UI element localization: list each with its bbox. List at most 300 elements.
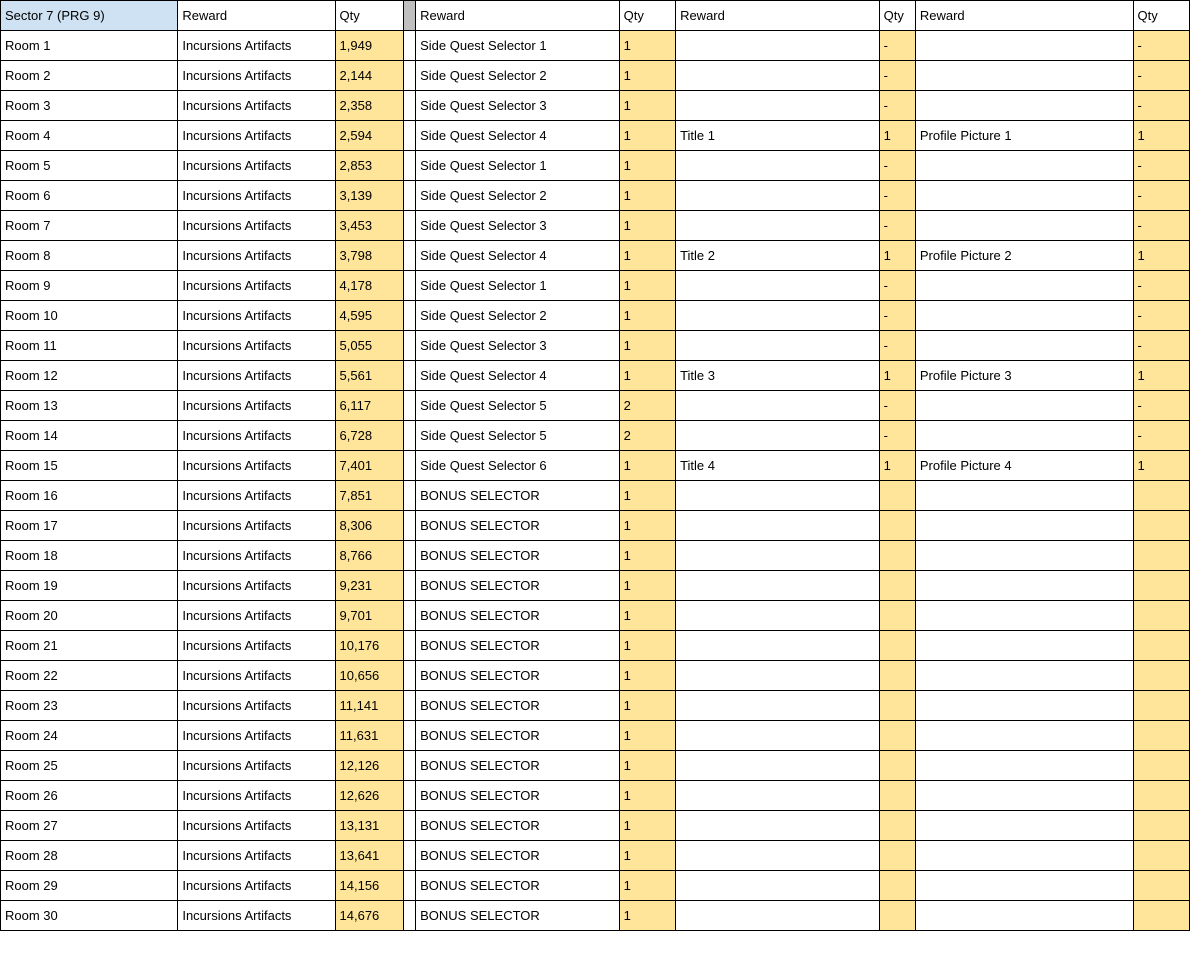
cell-reward-4 [915, 631, 1133, 661]
cell-qty-3: - [879, 211, 915, 241]
cell-reward-3 [676, 271, 880, 301]
cell-room: Room 21 [1, 631, 178, 661]
table-row [1, 901, 1190, 931]
cell-room: Room 9 [1, 271, 178, 301]
table-row [1, 421, 1190, 451]
cell-reward-1: Incursions Artifacts [178, 421, 335, 451]
cell-reward-4 [915, 721, 1133, 751]
column-divider [404, 871, 416, 901]
cell-qty-2: 1 [619, 631, 675, 661]
cell-reward-1: Incursions Artifacts [178, 781, 335, 811]
cell-room: Room 6 [1, 181, 178, 211]
table-row [1, 721, 1190, 751]
cell-reward-4: Profile Picture 3 [915, 361, 1133, 391]
cell-qty-2: 1 [619, 61, 675, 91]
cell-room: Room 13 [1, 391, 178, 421]
cell-reward-1: Incursions Artifacts [178, 331, 335, 361]
cell-qty-2: 1 [619, 721, 675, 751]
cell-qty-4: 1 [1133, 451, 1190, 481]
column-divider [404, 271, 416, 301]
cell-qty-4 [1133, 841, 1190, 871]
cell-reward-1: Incursions Artifacts [178, 751, 335, 781]
cell-reward-4 [915, 781, 1133, 811]
cell-reward-4 [915, 691, 1133, 721]
cell-reward-3: Title 4 [676, 451, 880, 481]
cell-qty-1: 6,117 [335, 391, 404, 421]
cell-reward-1: Incursions Artifacts [178, 541, 335, 571]
cell-qty-3: - [879, 301, 915, 331]
table-row [1, 781, 1190, 811]
cell-qty-3 [879, 541, 915, 571]
cell-qty-3: - [879, 271, 915, 301]
cell-qty-1: 9,701 [335, 601, 404, 631]
table-row [1, 241, 1190, 271]
cell-reward-2: BONUS SELECTOR [416, 481, 620, 511]
cell-reward-4 [915, 181, 1133, 211]
column-divider [404, 781, 416, 811]
cell-reward-1: Incursions Artifacts [178, 451, 335, 481]
cell-reward-2: Side Quest Selector 6 [416, 451, 620, 481]
cell-qty-4: 1 [1133, 361, 1190, 391]
cell-reward-2: Side Quest Selector 4 [416, 361, 620, 391]
cell-qty-1: 4,178 [335, 271, 404, 301]
cell-qty-3: - [879, 421, 915, 451]
cell-qty-3 [879, 601, 915, 631]
cell-qty-2: 1 [619, 481, 675, 511]
cell-qty-2: 1 [619, 91, 675, 121]
cell-qty-1: 7,851 [335, 481, 404, 511]
cell-qty-3: - [879, 61, 915, 91]
cell-reward-1: Incursions Artifacts [178, 721, 335, 751]
cell-qty-1: 10,656 [335, 661, 404, 691]
cell-qty-4 [1133, 631, 1190, 661]
cell-qty-2: 2 [619, 391, 675, 421]
cell-reward-1: Incursions Artifacts [178, 391, 335, 421]
cell-reward-1: Incursions Artifacts [178, 271, 335, 301]
cell-qty-1: 14,156 [335, 871, 404, 901]
cell-qty-1: 5,561 [335, 361, 404, 391]
table-row [1, 391, 1190, 421]
table-row [1, 181, 1190, 211]
cell-qty-3: - [879, 91, 915, 121]
cell-qty-2: 1 [619, 181, 675, 211]
cell-qty-1: 8,306 [335, 511, 404, 541]
cell-room: Room 30 [1, 901, 178, 931]
header-reward-1: Reward [178, 1, 335, 31]
cell-room: Room 10 [1, 301, 178, 331]
cell-qty-3 [879, 901, 915, 931]
cell-qty-2: 1 [619, 901, 675, 931]
cell-qty-1: 10,176 [335, 631, 404, 661]
cell-qty-2: 1 [619, 841, 675, 871]
column-divider [404, 361, 416, 391]
cell-reward-1: Incursions Artifacts [178, 511, 335, 541]
table-row [1, 751, 1190, 781]
cell-reward-2: Side Quest Selector 1 [416, 31, 620, 61]
cell-reward-2: BONUS SELECTOR [416, 901, 620, 931]
cell-reward-2: BONUS SELECTOR [416, 601, 620, 631]
cell-reward-1: Incursions Artifacts [178, 91, 335, 121]
cell-room: Room 5 [1, 151, 178, 181]
cell-reward-1: Incursions Artifacts [178, 181, 335, 211]
cell-qty-1: 5,055 [335, 331, 404, 361]
cell-qty-1: 4,595 [335, 301, 404, 331]
cell-qty-4 [1133, 901, 1190, 931]
column-divider [404, 301, 416, 331]
cell-qty-3: 1 [879, 451, 915, 481]
cell-qty-3: 1 [879, 121, 915, 151]
cell-room: Room 17 [1, 511, 178, 541]
cell-reward-2: Side Quest Selector 4 [416, 121, 620, 151]
cell-qty-4: - [1133, 301, 1190, 331]
cell-room: Room 24 [1, 721, 178, 751]
cell-room: Room 26 [1, 781, 178, 811]
cell-reward-4 [915, 421, 1133, 451]
cell-room: Room 8 [1, 241, 178, 271]
cell-reward-2: BONUS SELECTOR [416, 721, 620, 751]
cell-room: Room 7 [1, 211, 178, 241]
cell-reward-4 [915, 811, 1133, 841]
cell-reward-3: Title 2 [676, 241, 880, 271]
column-divider [404, 151, 416, 181]
cell-reward-2: BONUS SELECTOR [416, 661, 620, 691]
column-divider [404, 421, 416, 451]
cell-qty-2: 1 [619, 871, 675, 901]
cell-reward-2: Side Quest Selector 2 [416, 301, 620, 331]
cell-qty-2: 1 [619, 331, 675, 361]
column-divider [404, 211, 416, 241]
table-row [1, 511, 1190, 541]
cell-qty-3 [879, 781, 915, 811]
cell-room: Room 18 [1, 541, 178, 571]
cell-reward-3 [676, 511, 880, 541]
cell-qty-4: - [1133, 151, 1190, 181]
cell-qty-4 [1133, 661, 1190, 691]
cell-room: Room 27 [1, 811, 178, 841]
column-divider [404, 1, 416, 31]
column-divider [404, 541, 416, 571]
table-row [1, 541, 1190, 571]
cell-qty-1: 13,131 [335, 811, 404, 841]
column-divider [404, 811, 416, 841]
cell-qty-4: - [1133, 271, 1190, 301]
cell-reward-4 [915, 661, 1133, 691]
cell-qty-2: 1 [619, 511, 675, 541]
header-reward-4: Reward [915, 1, 1133, 31]
column-divider [404, 511, 416, 541]
column-divider [404, 451, 416, 481]
cell-qty-4: - [1133, 61, 1190, 91]
table-row [1, 811, 1190, 841]
cell-reward-1: Incursions Artifacts [178, 811, 335, 841]
cell-qty-3 [879, 841, 915, 871]
table-row [1, 571, 1190, 601]
cell-reward-2: BONUS SELECTOR [416, 871, 620, 901]
cell-qty-2: 1 [619, 31, 675, 61]
table-row [1, 661, 1190, 691]
cell-reward-1: Incursions Artifacts [178, 661, 335, 691]
cell-reward-1: Incursions Artifacts [178, 121, 335, 151]
cell-reward-3 [676, 631, 880, 661]
column-divider [404, 181, 416, 211]
column-divider [404, 241, 416, 271]
cell-reward-3 [676, 151, 880, 181]
cell-qty-3: - [879, 151, 915, 181]
cell-qty-2: 1 [619, 571, 675, 601]
cell-qty-1: 2,358 [335, 91, 404, 121]
cell-reward-3 [676, 61, 880, 91]
table-row [1, 841, 1190, 871]
cell-reward-2: Side Quest Selector 1 [416, 151, 620, 181]
cell-qty-4: - [1133, 391, 1190, 421]
cell-reward-4 [915, 751, 1133, 781]
cell-reward-3 [676, 181, 880, 211]
table-row [1, 331, 1190, 361]
cell-qty-2: 2 [619, 421, 675, 451]
column-divider [404, 841, 416, 871]
cell-reward-4: Profile Picture 1 [915, 121, 1133, 151]
cell-qty-4: 1 [1133, 121, 1190, 151]
cell-reward-2: Side Quest Selector 3 [416, 331, 620, 361]
cell-qty-1: 11,141 [335, 691, 404, 721]
table-row [1, 691, 1190, 721]
cell-reward-1: Incursions Artifacts [178, 631, 335, 661]
table-row [1, 601, 1190, 631]
cell-qty-1: 9,231 [335, 571, 404, 601]
cell-reward-1: Incursions Artifacts [178, 571, 335, 601]
cell-reward-2: BONUS SELECTOR [416, 691, 620, 721]
table-row [1, 211, 1190, 241]
cell-qty-4 [1133, 571, 1190, 601]
cell-qty-1: 3,453 [335, 211, 404, 241]
cell-qty-4: - [1133, 31, 1190, 61]
cell-reward-3: Title 1 [676, 121, 880, 151]
header-qty-4: Qty [1133, 1, 1190, 31]
column-divider [404, 571, 416, 601]
cell-reward-4 [915, 901, 1133, 931]
cell-reward-4 [915, 841, 1133, 871]
cell-qty-1: 12,126 [335, 751, 404, 781]
cell-reward-4 [915, 541, 1133, 571]
cell-reward-3 [676, 781, 880, 811]
cell-reward-1: Incursions Artifacts [178, 301, 335, 331]
cell-room: Room 29 [1, 871, 178, 901]
cell-room: Room 4 [1, 121, 178, 151]
column-divider [404, 31, 416, 61]
cell-reward-3 [676, 31, 880, 61]
table-row [1, 451, 1190, 481]
cell-reward-2: BONUS SELECTOR [416, 811, 620, 841]
cell-room: Room 14 [1, 421, 178, 451]
cell-qty-2: 1 [619, 211, 675, 241]
header-sector: Sector 7 (PRG 9) [1, 1, 178, 31]
cell-qty-3 [879, 691, 915, 721]
cell-qty-3 [879, 571, 915, 601]
cell-qty-4: - [1133, 91, 1190, 121]
column-divider [404, 751, 416, 781]
cell-reward-4 [915, 211, 1133, 241]
cell-reward-2: BONUS SELECTOR [416, 571, 620, 601]
cell-qty-3 [879, 871, 915, 901]
cell-reward-3 [676, 751, 880, 781]
cell-qty-2: 1 [619, 451, 675, 481]
table-row [1, 271, 1190, 301]
cell-qty-4 [1133, 691, 1190, 721]
cell-room: Room 11 [1, 331, 178, 361]
cell-qty-4: - [1133, 331, 1190, 361]
cell-reward-3 [676, 841, 880, 871]
cell-room: Room 19 [1, 571, 178, 601]
cell-qty-4 [1133, 811, 1190, 841]
cell-reward-2: Side Quest Selector 4 [416, 241, 620, 271]
cell-qty-4 [1133, 541, 1190, 571]
cell-qty-1: 1,949 [335, 31, 404, 61]
table-header [1, 1, 1190, 31]
cell-qty-2: 1 [619, 121, 675, 151]
cell-qty-2: 1 [619, 241, 675, 271]
table-row [1, 31, 1190, 61]
cell-qty-1: 2,594 [335, 121, 404, 151]
table-row [1, 631, 1190, 661]
cell-room: Room 28 [1, 841, 178, 871]
cell-qty-2: 1 [619, 811, 675, 841]
cell-qty-4 [1133, 601, 1190, 631]
cell-reward-1: Incursions Artifacts [178, 901, 335, 931]
cell-qty-4: - [1133, 421, 1190, 451]
cell-reward-3 [676, 91, 880, 121]
cell-reward-3 [676, 871, 880, 901]
cell-qty-4 [1133, 721, 1190, 751]
cell-reward-1: Incursions Artifacts [178, 61, 335, 91]
table-row [1, 481, 1190, 511]
cell-reward-3 [676, 481, 880, 511]
cell-reward-4 [915, 301, 1133, 331]
table-row [1, 61, 1190, 91]
cell-reward-4 [915, 31, 1133, 61]
column-divider [404, 391, 416, 421]
cell-qty-1: 8,766 [335, 541, 404, 571]
cell-qty-4: 1 [1133, 241, 1190, 271]
cell-qty-1: 3,139 [335, 181, 404, 211]
header-qty-1: Qty [335, 1, 404, 31]
cell-qty-4 [1133, 481, 1190, 511]
cell-reward-3 [676, 541, 880, 571]
cell-reward-1: Incursions Artifacts [178, 31, 335, 61]
cell-reward-4: Profile Picture 2 [915, 241, 1133, 271]
table-row [1, 151, 1190, 181]
cell-reward-4 [915, 61, 1133, 91]
cell-qty-3 [879, 481, 915, 511]
table-row [1, 361, 1190, 391]
cell-qty-2: 1 [619, 691, 675, 721]
cell-qty-3 [879, 721, 915, 751]
cell-reward-3 [676, 391, 880, 421]
cell-reward-4 [915, 271, 1133, 301]
cell-room: Room 22 [1, 661, 178, 691]
cell-reward-3 [676, 721, 880, 751]
cell-reward-2: BONUS SELECTOR [416, 541, 620, 571]
cell-reward-4 [915, 481, 1133, 511]
table-row [1, 91, 1190, 121]
cell-reward-3 [676, 811, 880, 841]
cell-reward-3 [676, 901, 880, 931]
cell-qty-3: - [879, 31, 915, 61]
cell-qty-4: - [1133, 211, 1190, 241]
cell-room: Room 3 [1, 91, 178, 121]
cell-qty-2: 1 [619, 541, 675, 571]
column-divider [404, 661, 416, 691]
cell-reward-3 [676, 601, 880, 631]
header-reward-2: Reward [416, 1, 620, 31]
header-qty-2: Qty [619, 1, 675, 31]
cell-reward-3 [676, 571, 880, 601]
cell-reward-4: Profile Picture 4 [915, 451, 1133, 481]
cell-qty-2: 1 [619, 151, 675, 181]
column-divider [404, 601, 416, 631]
column-divider [404, 691, 416, 721]
cell-qty-1: 2,144 [335, 61, 404, 91]
cell-qty-3: - [879, 181, 915, 211]
cell-qty-2: 1 [619, 361, 675, 391]
cell-reward-2: Side Quest Selector 1 [416, 271, 620, 301]
header-qty-3: Qty [879, 1, 915, 31]
column-divider [404, 91, 416, 121]
column-divider [404, 631, 416, 661]
cell-room: Room 1 [1, 31, 178, 61]
header-row [1, 1, 1190, 31]
cell-room: Room 16 [1, 481, 178, 511]
cell-room: Room 12 [1, 361, 178, 391]
cell-reward-2: BONUS SELECTOR [416, 751, 620, 781]
cell-room: Room 20 [1, 601, 178, 631]
cell-room: Room 23 [1, 691, 178, 721]
cell-qty-3 [879, 511, 915, 541]
cell-room: Room 15 [1, 451, 178, 481]
cell-reward-1: Incursions Artifacts [178, 601, 335, 631]
cell-qty-1: 7,401 [335, 451, 404, 481]
cell-reward-3: Title 3 [676, 361, 880, 391]
cell-reward-4 [915, 871, 1133, 901]
cell-reward-2: BONUS SELECTOR [416, 781, 620, 811]
cell-reward-3 [676, 661, 880, 691]
cell-qty-1: 11,631 [335, 721, 404, 751]
column-divider [404, 61, 416, 91]
cell-reward-4 [915, 571, 1133, 601]
cell-reward-1: Incursions Artifacts [178, 361, 335, 391]
cell-qty-1: 13,641 [335, 841, 404, 871]
cell-reward-1: Incursions Artifacts [178, 691, 335, 721]
cell-qty-3: 1 [879, 241, 915, 271]
cell-reward-2: Side Quest Selector 2 [416, 181, 620, 211]
cell-reward-4 [915, 331, 1133, 361]
cell-reward-2: BONUS SELECTOR [416, 511, 620, 541]
cell-qty-3: - [879, 331, 915, 361]
cell-room: Room 2 [1, 61, 178, 91]
column-divider [404, 121, 416, 151]
cell-qty-4 [1133, 511, 1190, 541]
cell-reward-4 [915, 391, 1133, 421]
cell-qty-4 [1133, 871, 1190, 901]
cell-reward-1: Incursions Artifacts [178, 241, 335, 271]
cell-qty-3 [879, 811, 915, 841]
cell-qty-4 [1133, 751, 1190, 781]
cell-qty-2: 1 [619, 661, 675, 691]
cell-reward-4 [915, 91, 1133, 121]
cell-qty-4 [1133, 781, 1190, 811]
cell-reward-2: Side Quest Selector 2 [416, 61, 620, 91]
cell-qty-2: 1 [619, 781, 675, 811]
cell-reward-1: Incursions Artifacts [178, 151, 335, 181]
